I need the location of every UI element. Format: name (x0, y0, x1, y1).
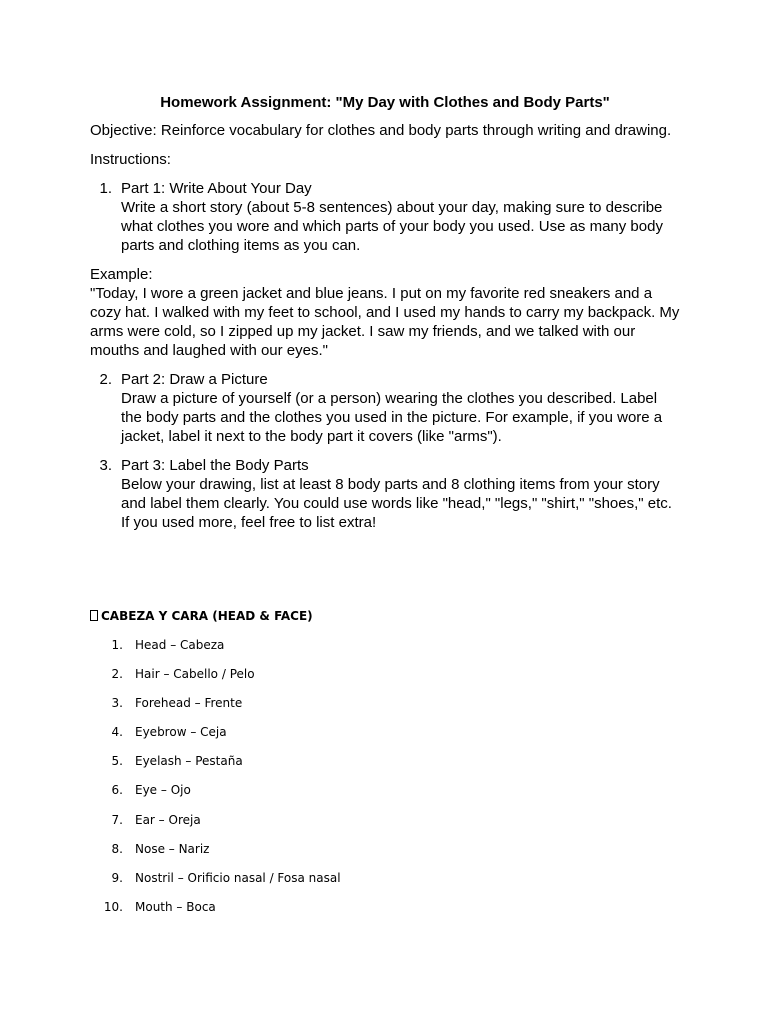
list-number: 2. (111, 667, 123, 682)
list-number: 4. (111, 725, 123, 740)
list-item (90, 897, 590, 926)
list-item (90, 179, 680, 255)
list-number: 3. (99, 457, 112, 474)
part-description: Below your drawing, list at least 8 body parts and 8 clothing items from your story and label them clearly. You could use words like "head," "legs," "shirt," "shoes," etc. If you used more, feel free to list extra! (121, 476, 672, 531)
list-number: 7. (111, 812, 123, 827)
list-item (90, 839, 590, 868)
list-number: 9. (111, 870, 123, 885)
vocab-term: Mouth – Boca (135, 899, 216, 914)
instructions-label: Instructions: (90, 151, 171, 168)
list-item (90, 370, 680, 446)
vocab-term: Nostril – Orificio nasal / Fosa nasal (135, 870, 341, 885)
list-number: 8. (111, 841, 123, 856)
list-number: 10. (103, 899, 123, 914)
list-item (90, 780, 590, 809)
list-number: 6. (111, 783, 123, 798)
missing-glyph-icon (90, 610, 98, 621)
list-item (90, 693, 590, 722)
vocab-term: Hair – Cabello / Pelo (135, 667, 255, 682)
list-number: 3. (111, 696, 123, 711)
instruction-list-part-1 (90, 179, 680, 255)
example-block (90, 265, 680, 360)
list-number: 1. (99, 180, 112, 197)
section-heading (90, 606, 590, 626)
vocabulary-list (90, 635, 590, 926)
vocab-term: Nose – Nariz (135, 841, 210, 856)
list-item (90, 456, 680, 532)
vocab-term: Eye – Ojo (135, 783, 191, 798)
list-item (90, 722, 590, 751)
example-text: "Today, I wore a green jacket and blue jeans. I put on my favorite red sneakers and a cozy hat. I walked with my feet to school, and I used my hands to carry my backpack. My arms were cold, so I zipped up my jacket. I saw my friends, and we talked with our mouths and laughed with our eyes." (90, 285, 680, 359)
list-item (90, 868, 590, 897)
vocab-term: Forehead – Frente (135, 696, 243, 711)
vocab-term: Head – Cabeza (135, 638, 225, 652)
list-number: 5. (111, 754, 123, 769)
list-item (90, 810, 590, 839)
part-heading: Part 2: Draw a Picture (121, 371, 268, 388)
list-item (90, 664, 590, 693)
part-heading: Part 1: Write About Your Day (121, 180, 312, 197)
vocab-term: Ear – Oreja (135, 812, 201, 827)
example-label: Example: (90, 266, 153, 283)
part-heading: Part 3: Label the Body Parts (121, 457, 309, 474)
list-number: 1. (111, 638, 123, 652)
part-description: Write a short story (about 5-8 sentences) about your day, making sure to describe what clothes you wore and which parts of your body you used. Use as many body parts and clothing items as you can. (121, 199, 663, 254)
instruction-list-part-2 (90, 370, 680, 532)
objective-text: Objective: Reinforce vocabulary for clothes and body parts through writing and drawing. (90, 122, 672, 139)
part-description: Draw a picture of yourself (or a person) wearing the clothes you described. Label the body parts and the clothes you used in the picture. For example, if you wore a jacket, label it next to the body part it covers (like "arms"). (121, 390, 663, 445)
list-item (90, 751, 590, 780)
vocab-term: Eyebrow – Ceja (135, 725, 227, 740)
section-heading-text: CABEZA Y CARA (HEAD & FACE) (101, 609, 313, 623)
list-number: 2. (99, 371, 112, 388)
document-title: Homework Assignment: "My Day with Clothes and Body Parts" (160, 94, 610, 111)
list-item (90, 635, 590, 664)
vocabulary-section (90, 606, 590, 926)
vocab-term: Eyelash – Pestaña (135, 754, 243, 769)
assignment-body (90, 93, 680, 542)
